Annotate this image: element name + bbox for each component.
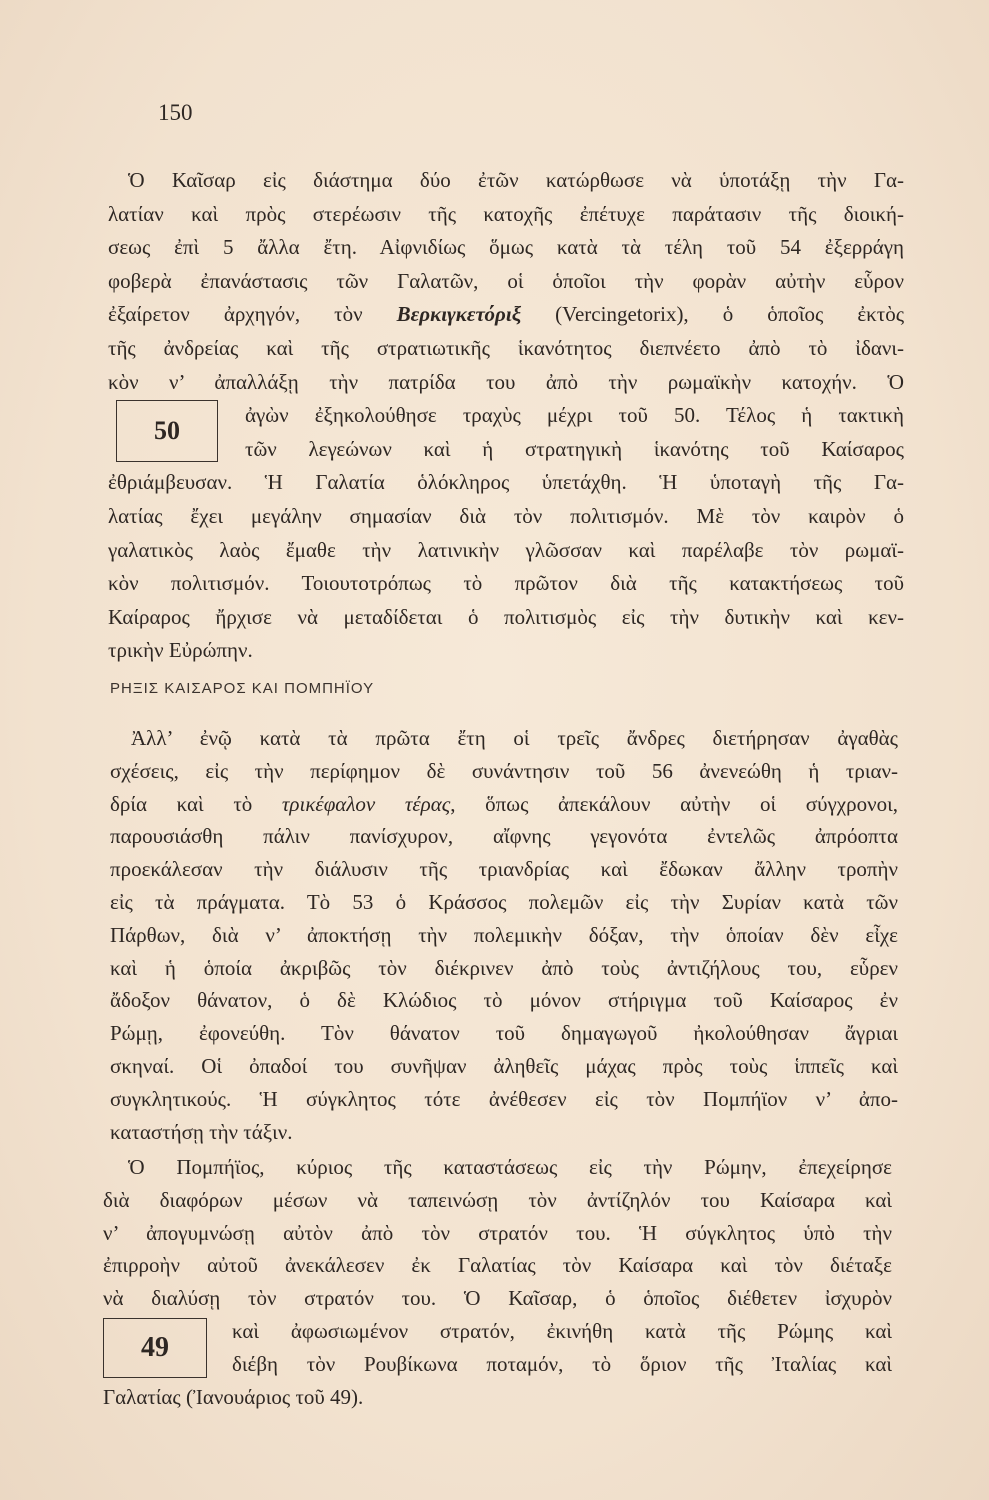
text-line: Ὁ Πομπήϊος, κύριος τῆς καταστάσεως εἰς τὴν Ρώμην, ἐπεχείρησε: [128, 1155, 892, 1179]
text-segment: (Vercingetorix), ὁ ὁποῖος ἐκτὸς: [521, 302, 904, 327]
paragraph-pompey-rubicon: [103, 1151, 892, 1413]
paragraph-triumvirate-breakup: [110, 722, 898, 1148]
text-line: ἄδοξον θάνατον, ὁ δὲ Κλώδιος τὸ μόνον στήριγμα τοῦ Καίσαρος ἐν: [110, 988, 898, 1013]
text-line: διὰ διαφόρων μέσων νὰ ταπεινώσῃ τὸν ἀντίζηλόν του Καίσαρα καὶ: [103, 1187, 892, 1212]
margin-note-year: 49: [103, 1318, 207, 1378]
text-line: σκηναί. Οἱ ὀπαδοί του συνῆψαν ἀληθεῖς μάχας πρὸς τοὺς ἱππεῖς καὶ: [110, 1053, 898, 1078]
text-line: καὶ ἡ ὁποία ἀκριβῶς τὸν διέκρινεν ἀπὸ τοὺς ἀντιζήλους του, εὗρεν: [110, 955, 898, 980]
text-line: συγκλητικούς. Ἡ σύγκλητος τότε ἀνέθεσεν εἰς τὸν Πομπήϊον ν’ ἀπο-: [110, 1086, 898, 1111]
paragraph-caesar-conquers-gaul: [108, 164, 904, 668]
text-line: τῶν λεγεώνων καὶ ἡ στρατηγικὴ ἱκανότης τοῦ Καίσαρος: [245, 436, 904, 461]
text-line: ἀγὼν ἐξηκολούθησε τραχὺς μέχρι τοῦ 50. Τέλος ἡ τακτικὴ: [245, 403, 904, 428]
text-line: [108, 298, 904, 332]
text-line: ἐθριάμβευσαν. Ἡ Γαλατία ὁλόκληρος ὑπετάχθη. Ἡ ὑποταγὴ τῆς Γα-: [108, 470, 904, 495]
page-number: 150: [158, 100, 193, 125]
text-line: ἐπιρροὴν αὐτοῦ ἀνεκάλεσεν ἐκ Γαλατίας τὸν Καίσαρα καὶ τὸν διέταξε: [103, 1253, 892, 1278]
text-line: σεως ἐπὶ 5 ἄλλα ἔτη. Αἰφνιδίως ὅμως κατὰ τὰ τέλη τοῦ 54 ἐξερράγη: [108, 235, 904, 260]
text-line: νὰ διαλύσῃ τὸν στρατόν του. Ὁ Καῖσαρ, ὁ ὁποῖος διέθετεν ἰσχυρὸν: [103, 1286, 892, 1311]
text-line: λατίαν καὶ πρὸς στερέωσιν τῆς κατοχῆς ἐπέτυχε παράτασιν τῆς διοική-: [108, 201, 904, 226]
text-line: παρουσιάσθη πάλιν πανίσχυρον, αἴφνης γεγονότα ἐντελῶς ἀπρόοπτα: [110, 824, 898, 849]
margin-note-year: 50: [116, 400, 218, 462]
text-line: Πάρθων, διὰ ν’ ἀποκτήσῃ τὴν πολεμικὴν δόξαν, τὴν ὁποίαν δὲν εἶχε: [110, 922, 898, 947]
text-line: Καίραρος ἤρχισε νὰ μεταδίδεται ὁ πολιτισμὸς εἰς τὴν δυτικὴν καὶ κεν-: [108, 604, 904, 629]
emphasized-phrase: τρικέφαλον τέρας: [281, 791, 451, 816]
text-segment: δρία καὶ τὸ: [110, 791, 282, 816]
section-heading: ΡΗΞΙΣ ΚΑΙΣΑΡΟΣ ΚΑΙ ΠΟΜΠΗΪΟΥ: [110, 680, 375, 697]
text-segment: ἐξαίρετον ἀρχηγόν, τὸν: [108, 302, 397, 327]
text-line: κὸν ν’ ἀπαλλάξῃ τὴν πατρίδα του ἀπὸ τὴν ρωμαϊκὴν κατοχήν. Ὁ: [108, 369, 904, 394]
text-line: [110, 788, 898, 821]
emphasized-name: Βερκιγκετόριξ: [396, 302, 522, 327]
text-line: Ἀλλ’ ἐνῷ κατὰ τὰ πρῶτα ἔτη οἱ τρεῖς ἄνδρες διετήρησαν ἀγαθὰς: [131, 726, 898, 750]
text-line: καὶ ἀφωσιωμένον στρατόν, ἐκινήθη κατὰ τῆς Ρώμης καὶ: [232, 1318, 892, 1343]
text-line: κὸν πολιτισμόν. Τοιουτοτρόπως τὸ πρῶτον διὰ τῆς κατακτήσεως τοῦ: [108, 571, 904, 596]
text-line: προεκάλεσαν τὴν διάλυσιν τῆς τριανδρίας καὶ ἔδωκαν ἄλλην τροπὴν: [110, 857, 898, 882]
text-line: φοβερὰ ἐπανάστασις τῶν Γαλατῶν, οἱ ὁποῖοι τὴν φορὰν αὐτὴν εὗρον: [108, 268, 904, 293]
text-line: Ὁ Καῖσαρ εἰς διάστημα δύο ἐτῶν κατώρθωσε νὰ ὑποτάξῃ τὴν Γα-: [128, 168, 904, 192]
text-line: τῆς ἀνδρείας καὶ τῆς στρατιωτικῆς ἱκανότητος διεπνέετο ἀπὸ τὸ ἰδανι-: [108, 335, 904, 360]
text-line: διέβη τὸν Ρουβίκωνα ποταμόν, τὸ ὅριον τῆς Ἰταλίας καὶ: [232, 1351, 892, 1376]
text-line: τρικὴν Εὐρώπην.: [108, 638, 253, 663]
text-line: λατίας ἔχει μεγάλην σημασίαν διὰ τὸν πολιτισμόν. Μὲ τὸν καιρὸν ὁ: [108, 503, 904, 528]
text-line: Ρώμῃ, ἐφονεύθη. Τὸν θάνατον τοῦ δημαγωγοῦ ἠκολούθησαν ἄγριαι: [110, 1021, 898, 1046]
text-segment: , ὅπως ἀπεκάλουν αὐτὴν οἱ σύγχρονοι,: [450, 791, 898, 816]
text-line: σχέσεις, εἰς τὴν περίφημον δὲ συνάντησιν τοῦ 56 ἀνενεώθη ἡ τριαν-: [110, 758, 898, 783]
text-line: ν’ ἀπογυμνώσῃ αὐτὸν ἀπὸ τὸν στρατόν του. Ἡ σύγκλητος ὑπὸ τὴν: [103, 1220, 892, 1245]
text-line: εἰς τὰ πράγματα. Τὸ 53 ὁ Κράσσος πολεμῶν εἰς τὴν Συρίαν κατὰ τῶν: [110, 889, 898, 914]
text-line: Γαλατίας (Ἰανουάριος τοῦ 49).: [103, 1384, 364, 1409]
text-line: γαλατικὸς λαὸς ἔμαθε τὴν λατινικὴν γλῶσσαν καὶ παρέλαβε τὸν ρωμαϊ-: [108, 537, 904, 562]
text-line: καταστήσῃ τὴν τάξιν.: [110, 1119, 293, 1144]
